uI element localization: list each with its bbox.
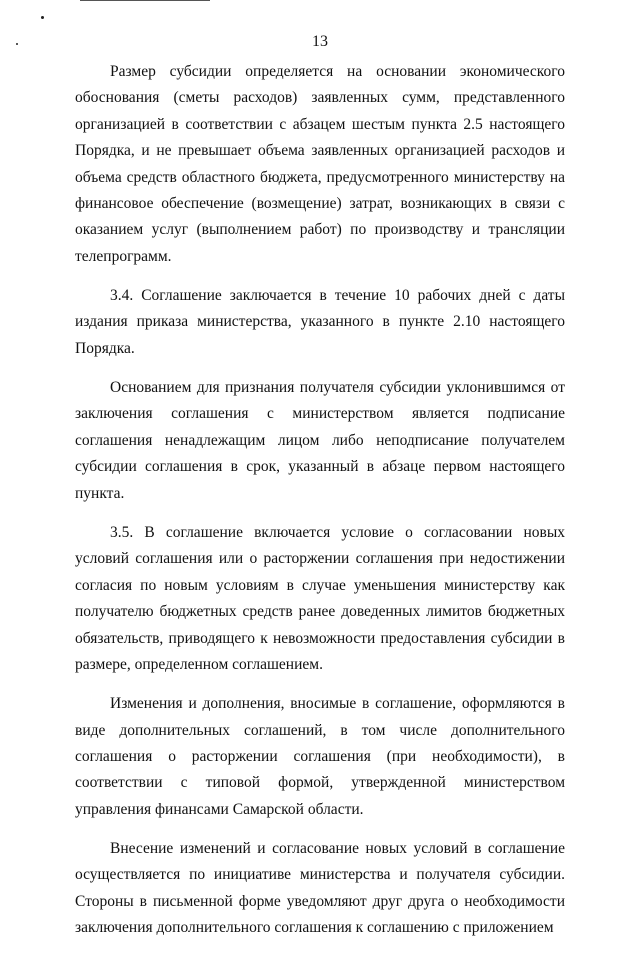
paragraph-initiative: Внесение изменений и согласование новых условий в соглашение осуществляется по инициативе министерства и получателя субсидии. Стороны в письменной форме уведомляют друг друга о необходимости заключения дополнительного соглашения к соглашению с приложением bbox=[75, 839, 565, 937]
paragraph-3-5: 3.5. В соглашение включается условие о согласовании новых условий соглашения или о расторжении соглашения при недостижении согласия по новым условиям в случае уменьшения министерству как получателю бюджетных средств ранее доведенных лимитов бюджетных обязательств, приводящего к невозможности предоставления субсидии в размере, определенном соглашением. bbox=[75, 523, 565, 673]
paragraph-subsidy-size: Размер субсидии определяется на основании экономического обоснования (сметы расходов) заявленных сумм, представленного организацией в соответствии с абзацем шестым пункта 2.5 настоящего Порядка, и не превышает объема заявленных организацией расходов и объема средств областного бюджета, предусмотренного министерству на финансовое обеспечение (возмещение) затрат, возникающих в связи с оказанием услуг (выполнением работ) по производству и трансляции телепрограмм. bbox=[75, 63, 565, 265]
page-number: 13 bbox=[312, 33, 328, 50]
paragraph-3-4: 3.4. Соглашение заключается в течение 10 рабочих дней с даты издания приказа министерства, указанного в пункте 2.10 настоящего Порядка. bbox=[75, 287, 565, 357]
scan-speck bbox=[41, 16, 44, 19]
paragraph-amendments: Изменения и дополнения, вносимые в соглашение, оформляются в виде дополнительных соглашений, в том числе дополнительного соглашения о расторжении соглашения (при необходимости), в соответствии с типовой формой, утвержденной министерством управления финансами Самарской области. bbox=[75, 695, 565, 818]
document-body bbox=[75, 59, 565, 954]
scan-line bbox=[80, 0, 210, 1]
paragraph-evasion-grounds: Основанием для признания получателя субсидии уклонившимся от заключения соглашения с министерством является подписание соглашения ненадлежащим лицом либо неподписание получателем субсидии соглашения в срок, указанный в абзаце первом настоящего пункта. bbox=[75, 379, 565, 502]
